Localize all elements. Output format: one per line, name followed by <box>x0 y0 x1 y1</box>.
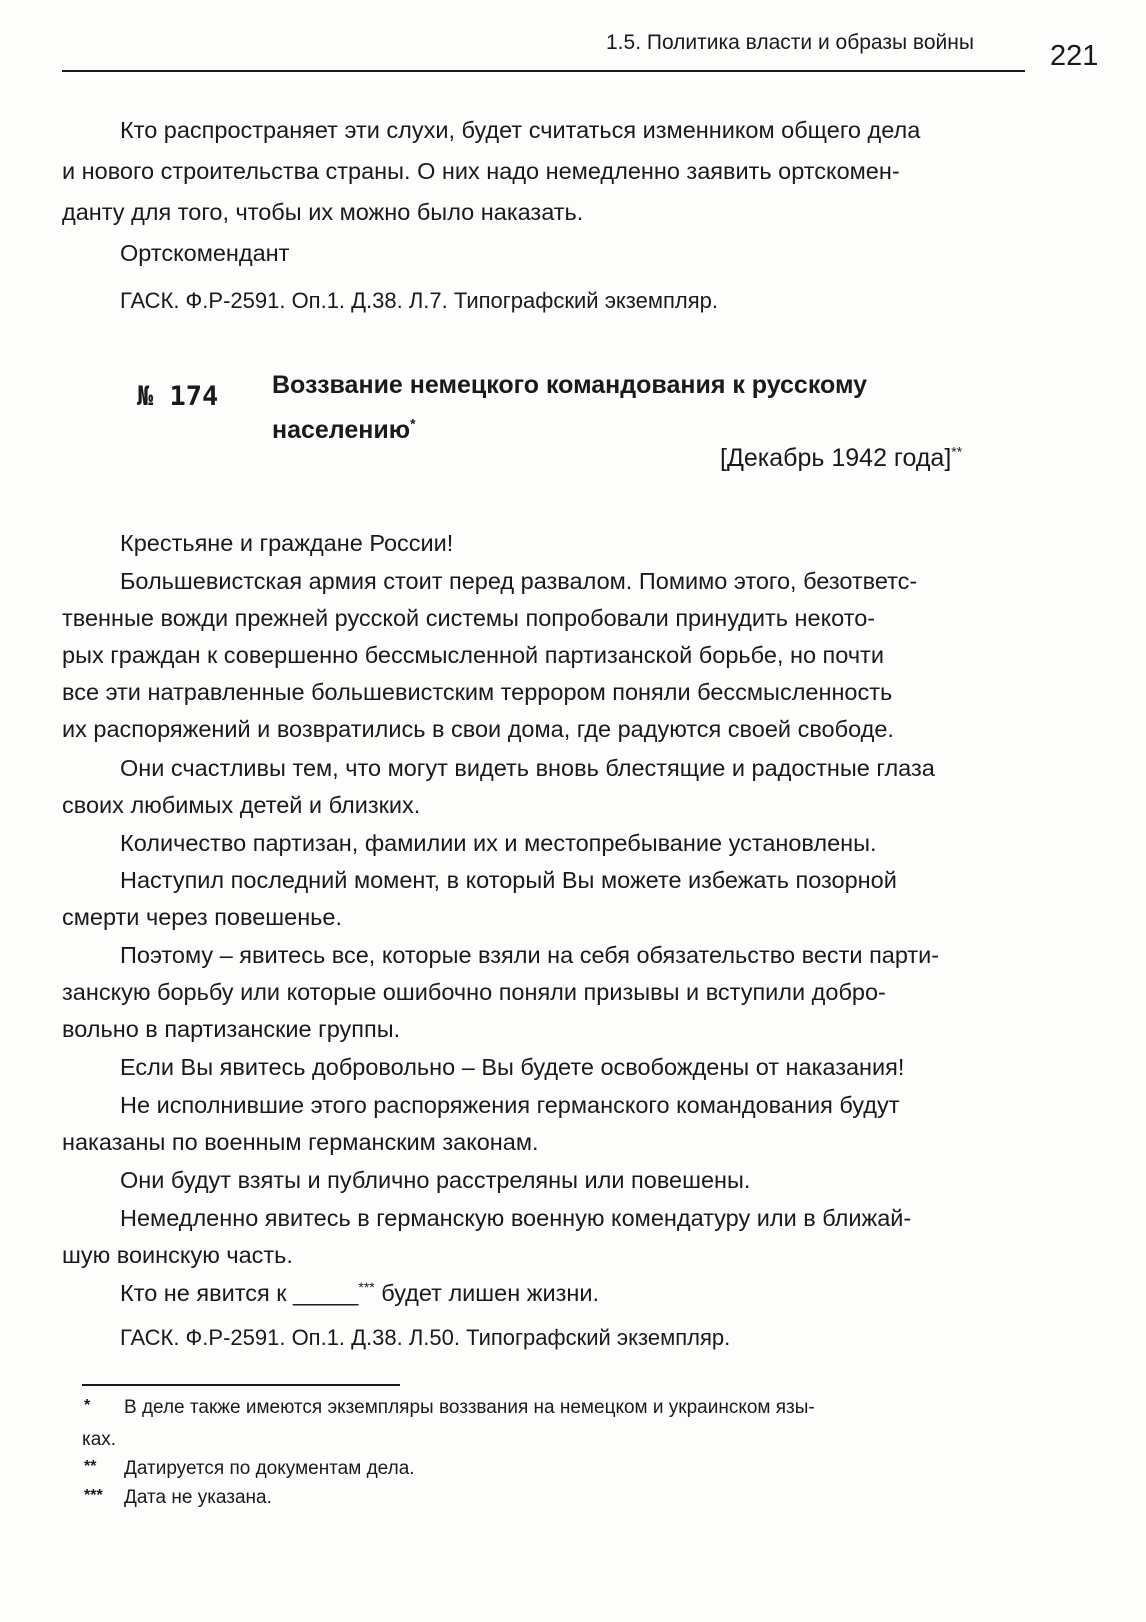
document-title <box>272 363 867 453</box>
body-line: наказаны по военным германским законам. <box>62 1129 539 1155</box>
body-line: Крестьяне и граждане России! <box>120 530 454 556</box>
footnote-text: ках. <box>82 1429 117 1450</box>
body-line: Немедленно явитесь в германскую военную комендатуру или в ближай- <box>120 1205 912 1231</box>
document-title-text: населению <box>272 416 411 444</box>
document-number: № 174 <box>137 381 219 412</box>
page-number: 221 <box>1050 40 1099 72</box>
body-line: Если Вы явитесь добровольно – Вы будете освобождены от наказания! <box>120 1054 905 1080</box>
prev-archive-source: ГАСК. Ф.Р-2591. Оп.1. Д.38. Л.7. Типографский экземпляр. <box>120 288 719 313</box>
body-text: будет лишен жизни. <box>374 1280 599 1306</box>
prev-paragraph-line: и нового строительства страны. О них надо немедленно заявить ортскомен- <box>62 158 900 184</box>
footnote-mark: * <box>84 1397 91 1414</box>
body-line: занскую борьбу или которые ошибочно поняли призывы и вступили добро- <box>62 979 886 1005</box>
body-line: Большевистская армия стоит перед развалом. Помимо этого, безответс- <box>120 568 918 594</box>
footnote-mark: *** <box>84 1487 103 1504</box>
body-line: Они счастливы тем, что могут видеть вновь блестящие и радостные глаза <box>120 755 935 781</box>
body-line: Поэтому – явитесь все, которые взяли на себя обязательство вести парти- <box>120 942 940 968</box>
header-rule <box>62 70 1025 72</box>
body-text: Кто не явится к <box>120 1280 294 1306</box>
prev-paragraph-line: данту для того, чтобы их можно было наказать. <box>62 199 584 225</box>
body-line: Количество партизан, фамилии их и местопребывание установлены. <box>120 830 877 856</box>
archive-source: ГАСК. Ф.Р-2591. Оп.1. Д.38. Л.50. Типографский экземпляр. <box>120 1325 731 1350</box>
running-head: 1.5. Политика власти и образы войны <box>606 31 974 54</box>
body-line: твенные вожди прежней русской системы попробовали принудить некото- <box>62 605 876 631</box>
body-line: Они будут взяты и публично расстреляны или повешены. <box>120 1167 751 1193</box>
footnote-text: Датируется по документам дела. <box>124 1458 415 1479</box>
body-line: своих любимых детей и близких. <box>62 792 421 818</box>
body-line: все эти натравленные большевистским террором поняли бессмысленность <box>62 679 893 705</box>
blank-field: _____ <box>293 1280 359 1306</box>
footnote-ref: * <box>410 415 416 432</box>
body-line: шую воинскую часть. <box>62 1242 293 1268</box>
body-line: рых граждан к совершенно бессмысленной партизанской борьбе, но почти <box>62 642 884 668</box>
document-title-line: Воззвание немецкого командования к русскому <box>272 371 868 399</box>
body-line: Не исполнившие этого распоряжения германского командования будут <box>120 1092 900 1118</box>
prev-paragraph-line: Кто распространяет эти слухи, будет считаться изменником общего дела <box>120 117 921 143</box>
document-date <box>720 444 962 473</box>
footnote-ref: ** <box>951 443 963 460</box>
body-line: их распоряжений и возвратились в свои дома, где радуются своей свободе. <box>62 716 894 742</box>
body-line: смерти через повешенье. <box>62 904 343 930</box>
body-line: вольно в партизанские группы. <box>62 1016 401 1042</box>
body-line-final <box>120 1275 599 1312</box>
prev-signature: Ортскомендант <box>120 240 290 266</box>
footnote-rule <box>82 1384 400 1386</box>
footnote-mark: ** <box>84 1458 97 1475</box>
body-line: Наступил последний момент, в который Вы можете избежать позорной <box>120 867 897 893</box>
footnote-ref: *** <box>358 1279 375 1296</box>
document-date-text: [Декабрь 1942 года] <box>720 444 952 472</box>
footnote-text: В деле также имеются экземпляры воззвания на немецком и украинском язы- <box>124 1397 815 1418</box>
footnote-text: Дата не указана. <box>124 1487 272 1508</box>
